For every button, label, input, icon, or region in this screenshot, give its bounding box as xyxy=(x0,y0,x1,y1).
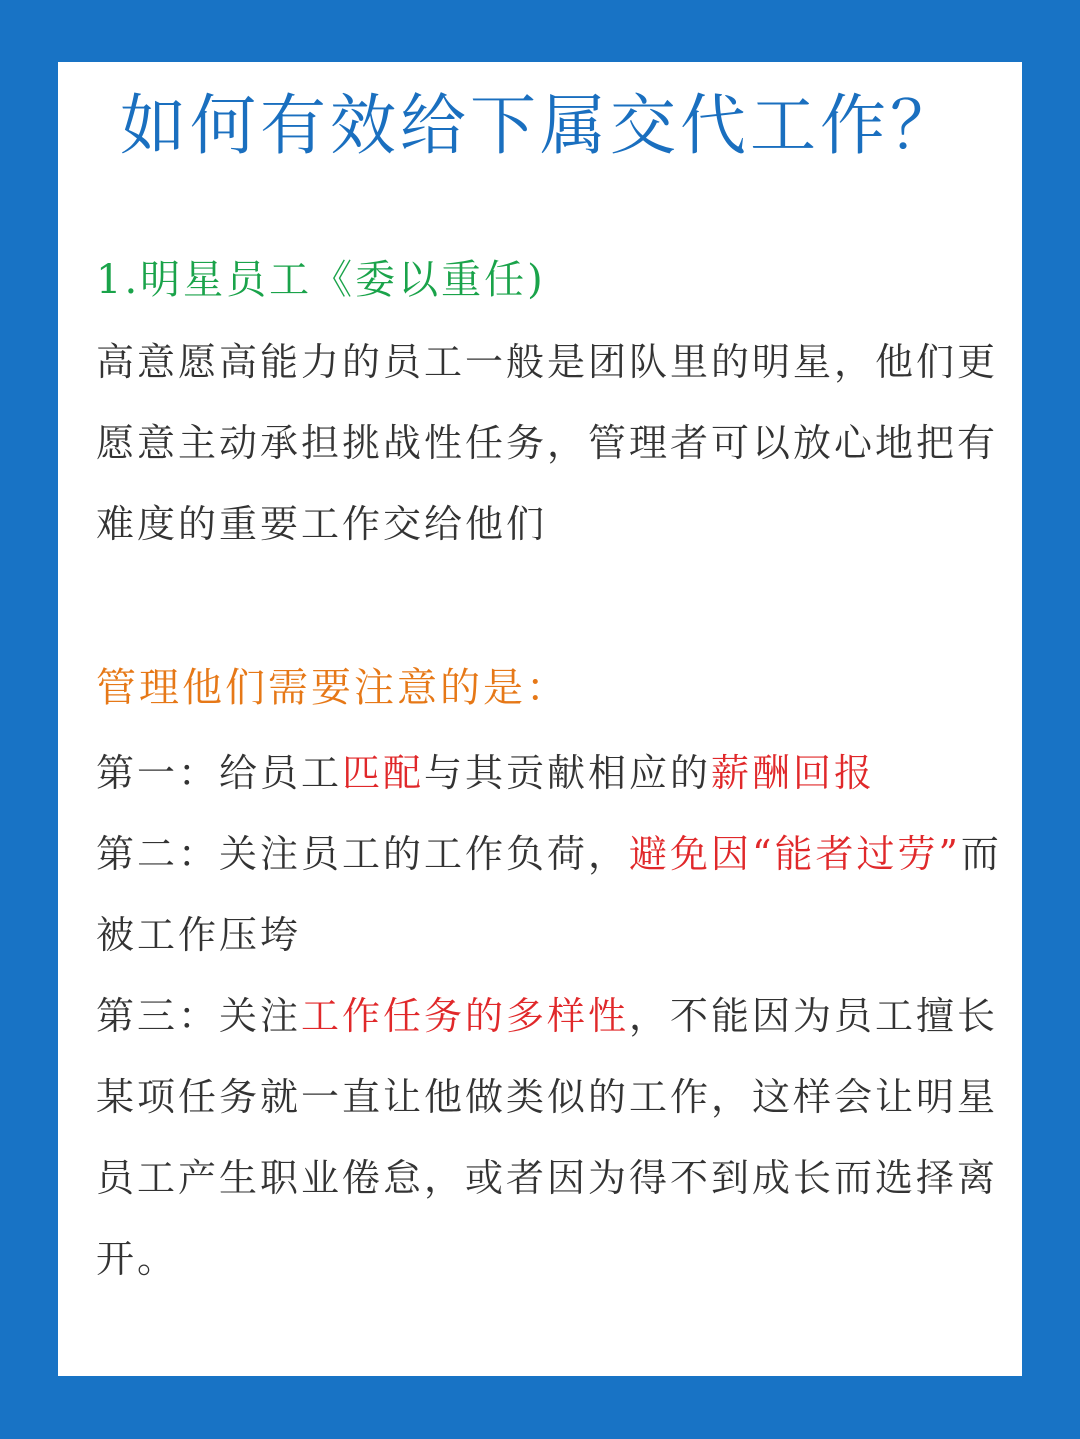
section1-paragraph: 高意愿高能力的员工一般是团队里的明星，他们更愿意主动承担挑战性任务，管理者可以放心地把有难度的重要工作交给他们 xyxy=(96,340,999,546)
tip2-text-a: 第二：关注员工的工作负荷， xyxy=(96,832,630,876)
tip3-highlight: 工作任务的多样性 xyxy=(301,994,630,1038)
tip2-highlight: 避免因“能者过劳” xyxy=(629,832,961,876)
tip1-text-a: 第一：给员工 xyxy=(96,751,343,795)
section1-heading: 1.明星员工《委以重任) xyxy=(96,257,546,303)
tip1-highlight-b: 薪酬回报 xyxy=(711,751,876,795)
tip1-highlight-a: 匹配 xyxy=(342,751,425,795)
section2-heading: 管理他们需要注意的是： xyxy=(96,665,569,711)
tip3-text-a: 第三：关注 xyxy=(96,994,302,1038)
tip-item-2 xyxy=(96,814,1016,976)
tip2-text-b: 而被工作压垮 xyxy=(96,832,1002,957)
tips-list xyxy=(96,733,1016,1300)
tip-item-3 xyxy=(96,976,1016,1300)
page-title: 如何有效给下属交代工作？ xyxy=(120,87,960,164)
tip1-text-b: 与其贡献相应的 xyxy=(424,751,712,795)
tip3-text-b: ，不能因为员工擅长某项任务就一直让他做类似的工作，这样会让明星员工产生职业倦怠，或者因为得不到成长而选择离开。 xyxy=(96,994,999,1281)
tip-item-1 xyxy=(96,733,1016,814)
